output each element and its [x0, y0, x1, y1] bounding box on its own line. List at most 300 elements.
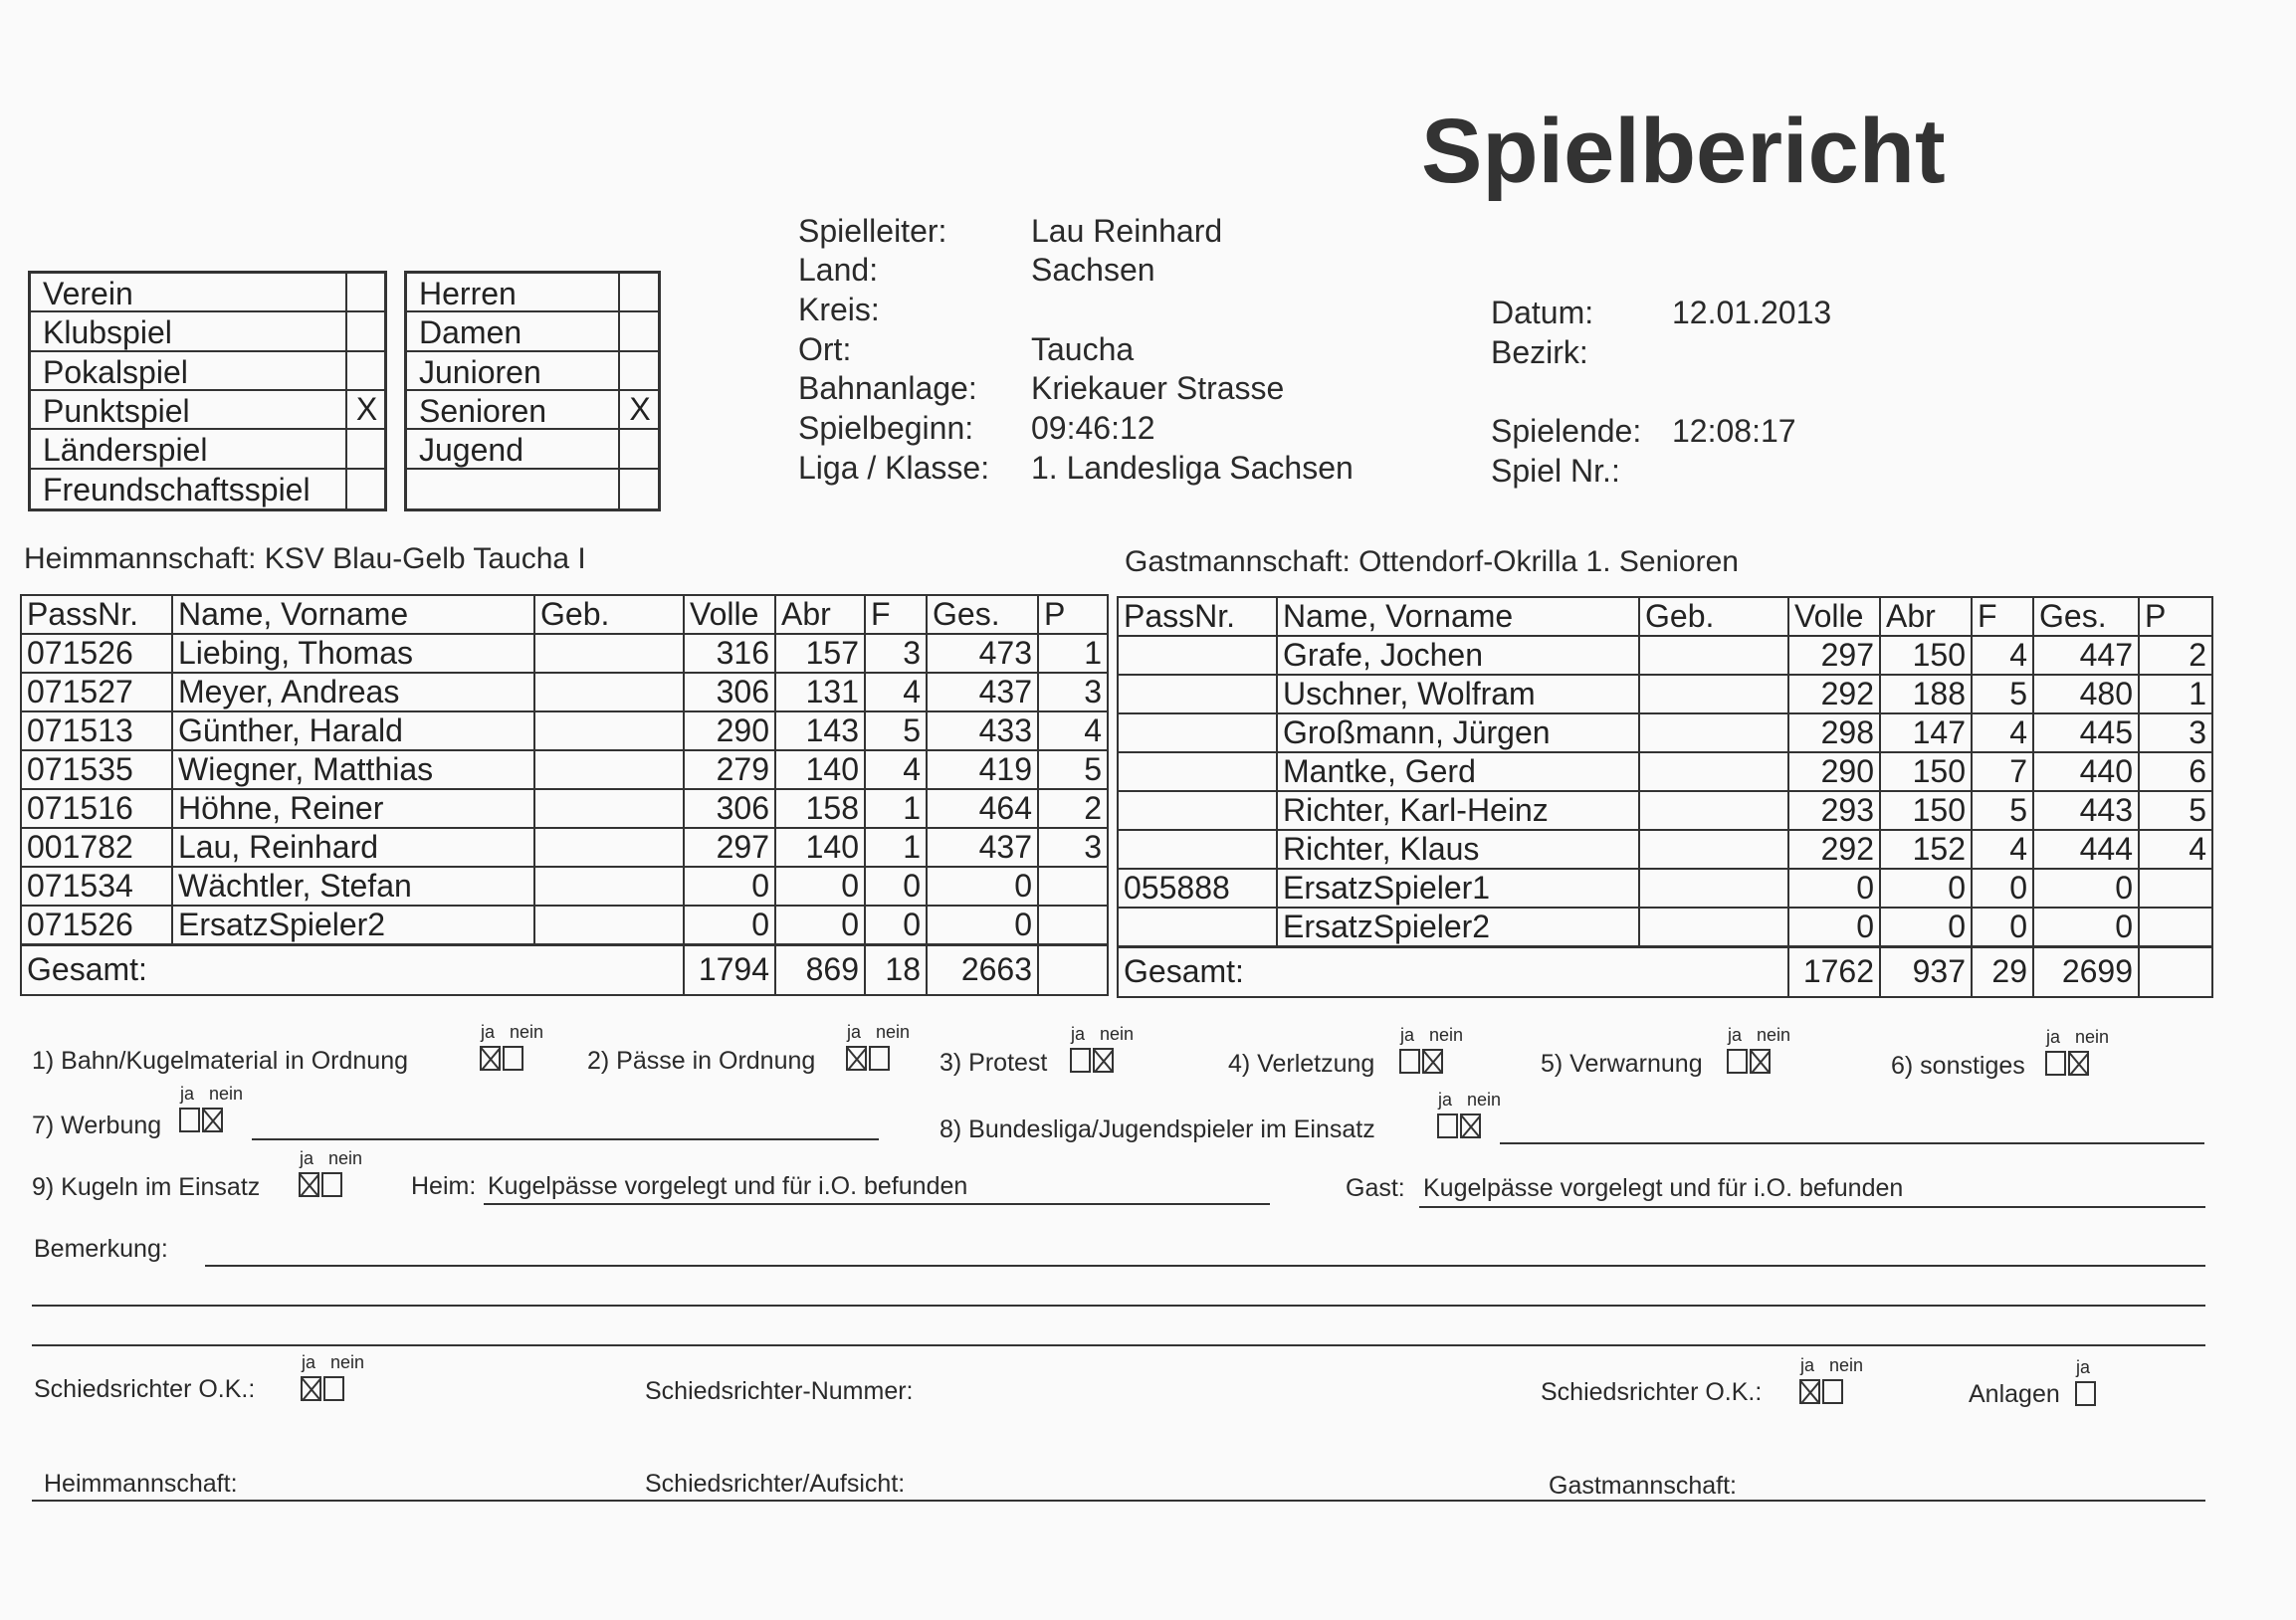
- table-cell: 298: [1788, 713, 1880, 752]
- nein-checkbox[interactable]: [321, 1172, 342, 1197]
- game-type-row: [31, 430, 384, 469]
- ja-label: ja: [1800, 1355, 1815, 1375]
- player-row: [21, 828, 1108, 867]
- table-cell: 158: [775, 789, 865, 828]
- game-type-mark[interactable]: [345, 274, 386, 310]
- category-row: [407, 352, 658, 391]
- liga-value: 1. Landesliga Sachsen: [1031, 450, 1354, 486]
- land-label: Land:: [798, 252, 879, 288]
- nein-checkbox[interactable]: [202, 1108, 223, 1132]
- table-cell: Grafe, Jochen: [1277, 636, 1639, 675]
- bemerkung-line-3[interactable]: [32, 1344, 2205, 1346]
- guest-score-table: [1117, 596, 2213, 998]
- ja-checkbox[interactable]: [2075, 1381, 2096, 1406]
- gast-signature-label: Gastmannschaft:: [1549, 1472, 1737, 1500]
- table-cell: 131: [775, 673, 865, 711]
- table-cell: ErsatzSpieler2: [172, 906, 534, 945]
- ja-label: ja: [2076, 1357, 2091, 1377]
- table-cell: 292: [1788, 675, 1880, 713]
- datum-value: 12.01.2013: [1672, 295, 1832, 330]
- table-cell: 0: [1972, 869, 2033, 908]
- home-team-heading: [24, 542, 586, 576]
- nein-checkbox[interactable]: [1460, 1114, 1481, 1138]
- table-cell: 0: [1880, 869, 1972, 908]
- game-type-mark[interactable]: X: [345, 391, 386, 428]
- spielende-label: Spielende:: [1491, 413, 1642, 449]
- check-question: 8) Bundesliga/Jugendspieler im Einsatz: [939, 1115, 1375, 1143]
- table-cell: 3: [1038, 673, 1108, 711]
- player-row: [1118, 830, 2212, 869]
- column-header: Abr: [775, 595, 865, 634]
- category-row: [407, 391, 658, 430]
- table-cell: 292: [1788, 830, 1880, 869]
- bezirk-label: Bezirk:: [1491, 334, 1588, 370]
- werbung-line[interactable]: [252, 1138, 879, 1140]
- nein-checkbox[interactable]: [503, 1046, 523, 1071]
- column-header: Geb.: [1639, 597, 1788, 636]
- table-cell: 443: [2033, 791, 2139, 830]
- check-question: 1) Bahn/Kugelmaterial in Ordnung: [32, 1047, 409, 1075]
- table-cell: 0: [775, 867, 865, 906]
- player-row: [21, 711, 1108, 750]
- table-cell: 4: [2139, 830, 2212, 869]
- table-cell: 4: [865, 750, 927, 789]
- table-cell: 0: [684, 867, 775, 906]
- player-row: [1118, 713, 2212, 752]
- table-cell: [1118, 830, 1277, 869]
- player-row: [1118, 791, 2212, 830]
- table-cell: 150: [1880, 791, 1972, 830]
- nein-checkbox[interactable]: [1093, 1048, 1114, 1073]
- game-type-label: Verein: [43, 276, 133, 311]
- nein-label: nein: [209, 1084, 244, 1104]
- table-cell: 444: [2033, 830, 2139, 869]
- home-team-label: Heimmannschaft:: [24, 542, 257, 575]
- ja-label: ja: [302, 1352, 316, 1372]
- gast-check-label: Gast:: [1346, 1174, 1405, 1202]
- total-cell: 937: [1880, 947, 1972, 997]
- column-header: F: [1972, 597, 2033, 636]
- table-cell: 279: [684, 750, 775, 789]
- category-row: [407, 312, 658, 351]
- table-cell: 055888: [1118, 869, 1277, 908]
- spielleiter-label: Spielleiter:: [798, 213, 947, 249]
- ja-checkbox[interactable]: [1399, 1049, 1420, 1074]
- column-header: Ges.: [927, 595, 1038, 634]
- column-header: Abr: [1880, 597, 1972, 636]
- player-row: [1118, 675, 2212, 713]
- table-cell: [1639, 908, 1788, 947]
- check-question: 4) Verletzung: [1228, 1050, 1375, 1078]
- ja-checkbox[interactable]: [1437, 1114, 1458, 1138]
- table-cell: 150: [1880, 752, 1972, 791]
- table-cell: 0: [927, 867, 1038, 906]
- table-cell: 0: [2033, 869, 2139, 908]
- ja-checkbox[interactable]: [301, 1376, 321, 1401]
- table-cell: 071516: [21, 789, 172, 828]
- ja-checkbox[interactable]: [1727, 1049, 1748, 1074]
- table-cell: [534, 634, 684, 673]
- table-cell: 447: [2033, 636, 2139, 675]
- table-cell: 071513: [21, 711, 172, 750]
- ja-label: ja: [2046, 1027, 2061, 1047]
- table-cell: ErsatzSpieler1: [1277, 869, 1639, 908]
- table-cell: 440: [2033, 752, 2139, 791]
- table-cell: 297: [1788, 636, 1880, 675]
- table-cell: 437: [927, 828, 1038, 867]
- game-type-mark[interactable]: [345, 312, 386, 349]
- ja-label: ja: [180, 1084, 195, 1104]
- table-cell: [1118, 908, 1277, 947]
- nein-label: nein: [510, 1022, 544, 1042]
- table-cell: [534, 828, 684, 867]
- schiri-aufsicht-label: Schiedsrichter/Aufsicht:: [645, 1470, 906, 1498]
- table-cell: Wiegner, Matthias: [172, 750, 534, 789]
- nein-label: nein: [2075, 1027, 2110, 1047]
- table-cell: Uschner, Wolfram: [1277, 675, 1639, 713]
- category-mark[interactable]: [618, 312, 660, 349]
- nein-label: nein: [328, 1148, 363, 1168]
- column-header: Name, Vorname: [172, 595, 534, 634]
- category-label: Herren: [419, 276, 517, 311]
- table-cell: 4: [1972, 636, 2033, 675]
- nein-checkbox[interactable]: [1422, 1049, 1443, 1074]
- signature-line[interactable]: [32, 1500, 2205, 1502]
- nein-label: nein: [1429, 1025, 1464, 1045]
- player-row: [21, 906, 1108, 945]
- total-row: [21, 945, 1108, 995]
- table-cell: 001782: [21, 828, 172, 867]
- table-cell: 7: [1972, 752, 2033, 791]
- category-label: Damen: [419, 314, 522, 351]
- total-cell: [2139, 947, 2212, 997]
- table-cell: 0: [1788, 908, 1880, 947]
- nein-checkbox[interactable]: [1822, 1379, 1843, 1404]
- table-cell: 0: [865, 906, 927, 945]
- ja-checkbox[interactable]: [480, 1046, 501, 1071]
- table-cell: [1639, 713, 1788, 752]
- table-cell: 4: [1972, 713, 2033, 752]
- column-header: Ges.: [2033, 597, 2139, 636]
- table-cell: 290: [684, 711, 775, 750]
- table-cell: 071527: [21, 673, 172, 711]
- total-cell: 1794: [684, 945, 775, 995]
- kreis-label: Kreis:: [798, 292, 880, 327]
- table-cell: 4: [1038, 711, 1108, 750]
- table-cell: [1118, 713, 1277, 752]
- table-cell: Mantke, Gerd: [1277, 752, 1639, 791]
- player-row: [1118, 908, 2212, 947]
- table-cell: Lau, Reinhard: [172, 828, 534, 867]
- table-cell: 188: [1880, 675, 1972, 713]
- table-cell: Wächtler, Stefan: [172, 867, 534, 906]
- table-cell: Meyer, Andreas: [172, 673, 534, 711]
- table-cell: 152: [1880, 830, 1972, 869]
- total-label: Gesamt:: [1118, 947, 1788, 997]
- table-cell: 5: [865, 711, 927, 750]
- nein-label: nein: [1829, 1355, 1864, 1375]
- ja-checkbox[interactable]: [846, 1046, 867, 1071]
- table-cell: 433: [927, 711, 1038, 750]
- total-cell: 2699: [2033, 947, 2139, 997]
- table-cell: 297: [684, 828, 775, 867]
- spielleiter-value: Lau Reinhard: [1031, 213, 1223, 249]
- table-cell: Liebing, Thomas: [172, 634, 534, 673]
- heim-check-text: Kugelpässe vorgelegt und für i.O. befunden: [488, 1172, 968, 1200]
- page-title: Spielbericht: [1421, 101, 1946, 202]
- table-cell: 0: [1788, 869, 1880, 908]
- bundesliga-line[interactable]: [1500, 1142, 2204, 1144]
- ja-label: ja: [481, 1022, 496, 1042]
- table-cell: 445: [2033, 713, 2139, 752]
- player-row: [21, 673, 1108, 711]
- schiri-nummer-label: Schiedsrichter-Nummer:: [645, 1377, 914, 1405]
- bemerkung-line-1[interactable]: [205, 1265, 2205, 1267]
- ja-checkbox[interactable]: [179, 1108, 200, 1132]
- table-cell: 150: [1880, 636, 1972, 675]
- table-cell: [534, 906, 684, 945]
- table-cell: 2: [2139, 636, 2212, 675]
- ja-checkbox[interactable]: [1070, 1048, 1091, 1073]
- table-cell: 6: [2139, 752, 2212, 791]
- game-type-row: [31, 274, 384, 312]
- spielbeginn-value: 09:46:12: [1031, 410, 1155, 446]
- table-cell: [1118, 636, 1277, 675]
- table-cell: [1038, 906, 1108, 945]
- table-cell: [1118, 752, 1277, 791]
- column-header: P: [1038, 595, 1108, 634]
- ja-checkbox[interactable]: [299, 1172, 319, 1197]
- table-cell: 0: [2033, 908, 2139, 947]
- table-cell: 306: [684, 673, 775, 711]
- table-cell: 316: [684, 634, 775, 673]
- table-cell: 480: [2033, 675, 2139, 713]
- game-type-mark[interactable]: [345, 352, 386, 389]
- table-cell: Richter, Karl-Heinz: [1277, 791, 1639, 830]
- total-row: [1118, 947, 2212, 997]
- game-type-mark[interactable]: [345, 430, 386, 467]
- nein-checkbox[interactable]: [2068, 1051, 2089, 1076]
- datum-label: Datum:: [1491, 295, 1594, 330]
- table-cell: 5: [1972, 675, 2033, 713]
- table-cell: 3: [1038, 828, 1108, 867]
- check-question: 5) Verwarnung: [1541, 1050, 1703, 1078]
- player-row: [21, 789, 1108, 828]
- heim-check-label: Heim:: [411, 1172, 477, 1200]
- nein-checkbox[interactable]: [323, 1376, 344, 1401]
- nein-label: nein: [1757, 1025, 1791, 1045]
- bahnanlage-value: Kriekauer Strasse: [1031, 370, 1285, 406]
- table-cell: [1639, 675, 1788, 713]
- liga-label: Liga / Klasse:: [798, 450, 990, 486]
- category-mark[interactable]: [618, 470, 660, 508]
- schiri-ok-label: Anlagen: [1969, 1380, 2060, 1408]
- game-type-row: [31, 470, 384, 508]
- home-score-table: [20, 594, 1109, 996]
- spielnr-label: Spiel Nr.:: [1491, 453, 1620, 489]
- table-cell: 0: [865, 867, 927, 906]
- column-header: PassNr.: [21, 595, 172, 634]
- guest-team-name: Ottendorf-Okrilla 1. Senioren: [1358, 545, 1739, 578]
- schiri-ok-label: Schiedsrichter O.K.:: [34, 1375, 256, 1403]
- table-cell: Höhne, Reiner: [172, 789, 534, 828]
- table-cell: 3: [865, 634, 927, 673]
- player-row: [21, 634, 1108, 673]
- gast-check-line[interactable]: [1419, 1206, 2205, 1208]
- table-cell: [534, 789, 684, 828]
- schiri-ok-label: Schiedsrichter O.K.:: [1541, 1378, 1763, 1406]
- table-cell: 293: [1788, 791, 1880, 830]
- player-row: [21, 867, 1108, 906]
- game-type-box: [28, 271, 387, 511]
- bemerkung-label: Bemerkung:: [34, 1235, 168, 1263]
- game-type-row: [31, 352, 384, 391]
- bahnanlage-label: Bahnanlage:: [798, 370, 977, 406]
- table-cell: 157: [775, 634, 865, 673]
- player-row: [1118, 636, 2212, 675]
- player-row: [1118, 752, 2212, 791]
- table-cell: 0: [684, 906, 775, 945]
- table-cell: 1: [865, 828, 927, 867]
- column-header: Geb.: [534, 595, 684, 634]
- nein-label: nein: [876, 1022, 911, 1042]
- table-cell: Günther, Harald: [172, 711, 534, 750]
- table-cell: [534, 750, 684, 789]
- nein-label: nein: [1100, 1024, 1135, 1044]
- check-question: 6) sonstiges: [1891, 1052, 2025, 1080]
- table-cell: 5: [2139, 791, 2212, 830]
- ja-checkbox[interactable]: [1799, 1379, 1820, 1404]
- category-mark[interactable]: [618, 430, 660, 467]
- table-cell: [1118, 791, 1277, 830]
- category-label: Senioren: [419, 393, 547, 429]
- column-header: P: [2139, 597, 2212, 636]
- table-cell: 473: [927, 634, 1038, 673]
- category-mark[interactable]: [618, 352, 660, 389]
- gast-check-text: Kugelpässe vorgelegt und für i.O. befunden: [1423, 1174, 1904, 1202]
- table-cell: [2139, 908, 2212, 947]
- table-cell: [1639, 830, 1788, 869]
- check-question: 2) Pässe in Ordnung: [587, 1047, 816, 1075]
- column-header: PassNr.: [1118, 597, 1277, 636]
- category-row: [407, 430, 658, 469]
- table-cell: 071526: [21, 634, 172, 673]
- nein-checkbox[interactable]: [1750, 1049, 1771, 1074]
- column-header: Volle: [684, 595, 775, 634]
- check-question: 3) Protest: [939, 1049, 1048, 1077]
- table-cell: [534, 711, 684, 750]
- spielbeginn-label: Spielbeginn:: [798, 410, 974, 446]
- table-cell: [2139, 869, 2212, 908]
- game-type-row: [31, 391, 384, 430]
- category-box: [404, 271, 661, 511]
- table-cell: 4: [865, 673, 927, 711]
- table-cell: 5: [1972, 791, 2033, 830]
- total-label: Gesamt:: [21, 945, 684, 995]
- table-cell: 1: [865, 789, 927, 828]
- table-cell: 0: [775, 906, 865, 945]
- total-cell: 1762: [1788, 947, 1880, 997]
- table-cell: [534, 867, 684, 906]
- game-type-label: Pokalspiel: [43, 353, 188, 390]
- table-cell: 071534: [21, 867, 172, 906]
- player-row: [1118, 869, 2212, 908]
- ja-label: ja: [300, 1148, 314, 1168]
- table-cell: [1639, 791, 1788, 830]
- table-cell: [1639, 869, 1788, 908]
- player-row: [21, 750, 1108, 789]
- table-cell: 071535: [21, 750, 172, 789]
- ort-label: Ort:: [798, 331, 852, 367]
- nein-label: nein: [330, 1352, 365, 1372]
- ja-label: ja: [1728, 1025, 1743, 1045]
- table-cell: 5: [1038, 750, 1108, 789]
- heim-check-line[interactable]: [484, 1203, 1270, 1205]
- land-value: Sachsen: [1031, 252, 1155, 288]
- home-team-name: KSV Blau-Gelb Taucha I: [264, 542, 586, 575]
- nein-label: nein: [1467, 1090, 1502, 1110]
- table-cell: 419: [927, 750, 1038, 789]
- table-cell: 071526: [21, 906, 172, 945]
- check-question: 9) Kugeln im Einsatz: [32, 1173, 261, 1201]
- guest-team-heading: [1125, 545, 1739, 579]
- table-cell: [1118, 675, 1277, 713]
- ort-value: Taucha: [1031, 331, 1135, 367]
- table-cell: 0: [1972, 908, 2033, 947]
- game-type-label: Länderspiel: [43, 432, 208, 469]
- table-cell: 0: [927, 906, 1038, 945]
- table-cell: 0: [1880, 908, 1972, 947]
- category-mark[interactable]: [618, 274, 660, 310]
- game-type-mark[interactable]: [345, 470, 386, 508]
- ja-label: ja: [847, 1022, 862, 1042]
- table-cell: 147: [1880, 713, 1972, 752]
- game-type-label: Punktspiel: [43, 393, 190, 429]
- table-cell: 140: [775, 750, 865, 789]
- ja-checkbox[interactable]: [2045, 1051, 2066, 1076]
- total-cell: 2663: [927, 945, 1038, 995]
- ja-label: ja: [1400, 1025, 1415, 1045]
- ja-label: ja: [1071, 1024, 1086, 1044]
- game-type-label: Klubspiel: [43, 314, 172, 351]
- table-cell: [1038, 867, 1108, 906]
- total-cell: 29: [1972, 947, 2033, 997]
- category-row: [407, 274, 658, 312]
- table-cell: 290: [1788, 752, 1880, 791]
- total-cell: 869: [775, 945, 865, 995]
- table-cell: 3: [2139, 713, 2212, 752]
- bemerkung-line-2[interactable]: [32, 1305, 2205, 1307]
- category-mark[interactable]: X: [618, 391, 660, 428]
- table-cell: Großmann, Jürgen: [1277, 713, 1639, 752]
- table-cell: Richter, Klaus: [1277, 830, 1639, 869]
- category-label: Jugend: [419, 432, 523, 469]
- table-cell: ErsatzSpieler2: [1277, 908, 1639, 947]
- table-cell: [1639, 752, 1788, 791]
- table-cell: 4: [1972, 830, 2033, 869]
- check-question: 7) Werbung: [32, 1112, 162, 1139]
- game-type-row: [31, 312, 384, 351]
- spielende-value: 12:08:17: [1672, 413, 1796, 449]
- category-label: Junioren: [419, 353, 541, 390]
- table-cell: 1: [2139, 675, 2212, 713]
- category-row: [407, 470, 658, 508]
- column-header: Volle: [1788, 597, 1880, 636]
- total-cell: [1038, 945, 1108, 995]
- table-cell: 143: [775, 711, 865, 750]
- game-type-label: Freundschaftsspiel: [43, 471, 311, 507]
- nein-checkbox[interactable]: [869, 1046, 890, 1071]
